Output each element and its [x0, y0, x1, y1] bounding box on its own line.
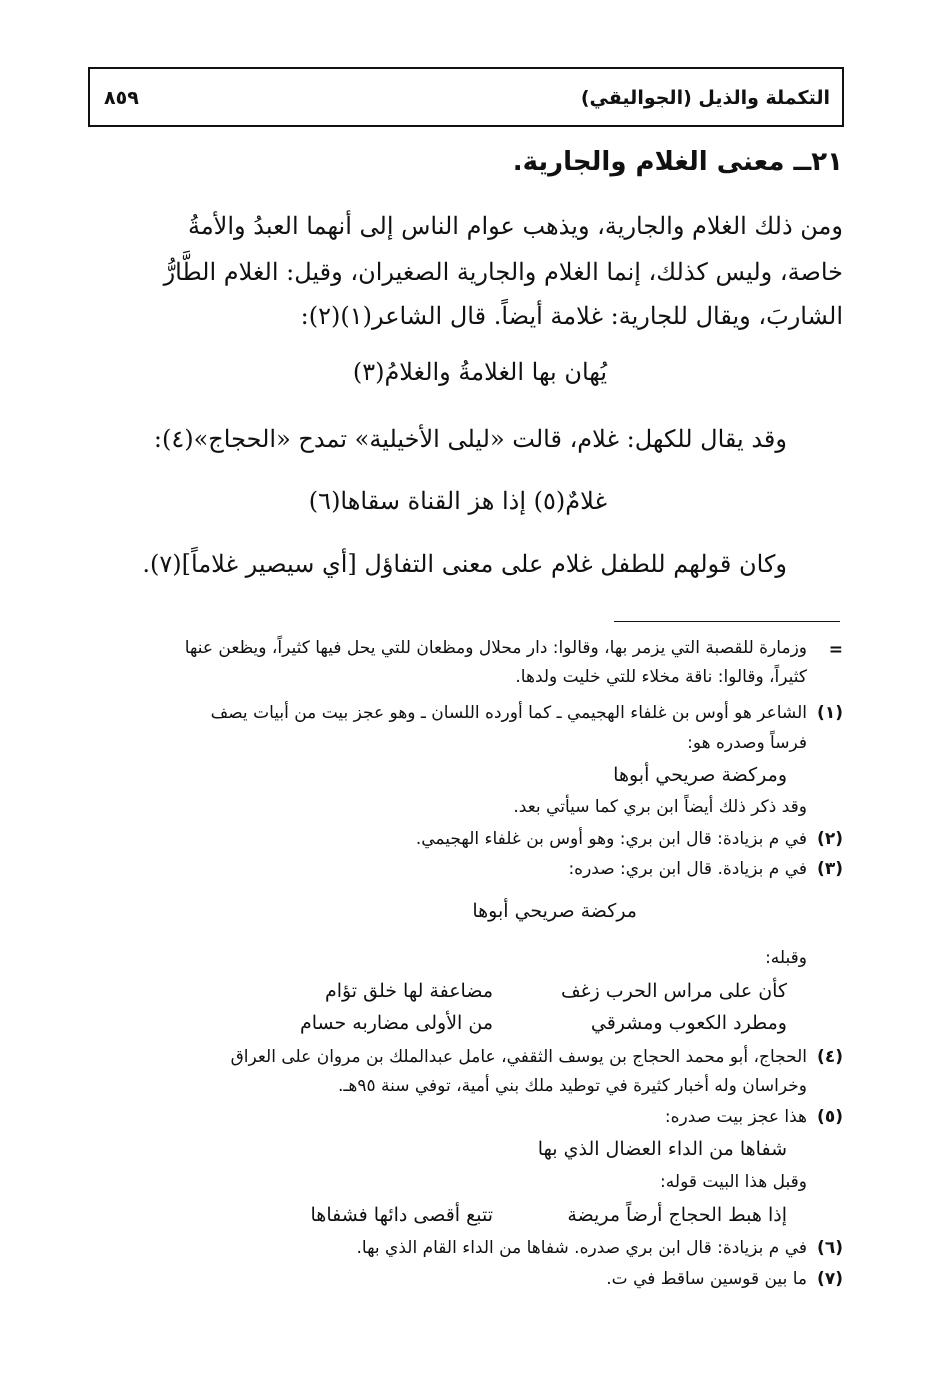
- book-title: التكملة والذيل (الجواليقي): [580, 87, 830, 109]
- couplet-hemistich-right: كأن على مراس الحرب زغف: [560, 980, 787, 1002]
- footnote-number-4: (٤): [817, 1047, 843, 1067]
- page-number: ٨٥٩: [104, 87, 139, 109]
- footnote-1-line: فرساً وصدره هو:: [687, 733, 807, 753]
- footnote-1-line: الشاعر هو أوس بن غلفاء الهجيمي ـ كما أورده اللسان ـ وهو عجز بيت من أبيات يصف: [210, 703, 807, 723]
- couplet-hemistich-left: تتبع أقصى دائها فشفاها: [310, 1204, 493, 1226]
- couplet-hemistich-right: إذا هبط الحجاج أرضاً مريضة: [567, 1204, 787, 1226]
- footnote-1-verse: ومركضة صريحي أبوها: [613, 764, 787, 786]
- footnote-continuation-line: كثيراً، وقالوا: ناقة مخلاء للتي خليت ولدها.: [515, 667, 807, 687]
- body-line-1: ومن ذلك الغلام والجارية، ويذهب عوام الناس إلى أنهما العبدُ والأمةُ: [187, 212, 843, 240]
- footnote-number-5: (٥): [817, 1107, 843, 1127]
- section-heading: ٢١ــ معنى الغلام والجارية.: [512, 147, 843, 177]
- footnote-4-line: الحجاج، أبو محمد الحجاج بن يوسف الثقفي، عامل عبدالملك بن مروان على العراق: [230, 1047, 807, 1067]
- footnote-3-text: في م بزيادة. قال ابن بري: صدره:: [568, 859, 807, 879]
- footnote-number-7: (٧): [817, 1269, 843, 1289]
- verse-line-1: يُهان بها الغلامةُ والغلامُ(٣): [352, 358, 607, 386]
- footnote-number-1: (١): [817, 703, 843, 723]
- footnote-1-after: وقد ذكر ذلك أيضاً ابن بري كما سيأتي بعد.: [513, 797, 807, 817]
- footnote-continuation-marker: =: [828, 640, 843, 660]
- verse-line-2: غلامٌ(٥) إذا هز القناة سقاها(٦): [308, 487, 607, 515]
- footnote-4-line: وخراسان وله أخبار كثيرة في توطيد ملك بني أمية، توفي سنة ٩٥هـ.: [337, 1076, 807, 1096]
- footnote-number-3: (٣): [817, 859, 843, 879]
- couplet-hemistich-left: من الأولى مضاربه حسام: [299, 1012, 493, 1034]
- footnote-7-text: ما بين قوسين ساقط في ت.: [606, 1269, 807, 1289]
- body-line-2: خاصة، وليس كذلك، إنما الغلام والجارية الصغيران، وقيل: الغلام الطَّارُّ: [163, 258, 843, 286]
- footnote-number-2: (٢): [817, 829, 843, 849]
- footnote-5-qabla: وقبل هذا البيت قوله:: [660, 1172, 807, 1192]
- footnote-5-text: هذا عجز بيت صدره:: [664, 1107, 807, 1127]
- footnote-continuation-line: وزمارة للقصبة التي يزمر بها، وقالوا: دار محلال ومظعان للتي يحل فيها كثيراً، ويظعن عنها: [184, 638, 807, 658]
- page-header: [88, 67, 844, 127]
- footnote-5-verse: شفاها من الداء العضال الذي بها: [537, 1138, 787, 1160]
- footnote-6-text: في م بزيادة: قال ابن بري صدره. شفاها من الداء القام الذي بها.: [356, 1238, 807, 1258]
- body-line-3: الشاربَ، ويقال للجارية: غلامة أيضاً. قال الشاعر(١)(٢):: [300, 302, 843, 330]
- couplet-hemistich-left: مضاعفة لها خلق تؤام: [324, 980, 493, 1002]
- footnote-3-qablahu: وقبله:: [765, 948, 807, 968]
- body-line-tifl: وكان قولهم للطفل غلام على معنى التفاؤل [أي سيصير غلاماً](٧).: [142, 550, 787, 578]
- footnote-3-verse: مركضة صريحي أبوها: [472, 900, 637, 922]
- body-line-kahl: وقد يقال للكهل: غلام، قالت «ليلى الأخيلية» تمدح «الحجاج»(٤):: [153, 425, 787, 453]
- footnote-number-6: (٦): [817, 1238, 843, 1258]
- footnote-separator: [614, 621, 840, 622]
- couplet-hemistich-right: ومطرد الكعوب ومشرقي: [590, 1012, 787, 1034]
- footnote-2-text: في م بزيادة: قال ابن بري: وهو أوس بن غلفاء الهجيمي.: [415, 829, 807, 849]
